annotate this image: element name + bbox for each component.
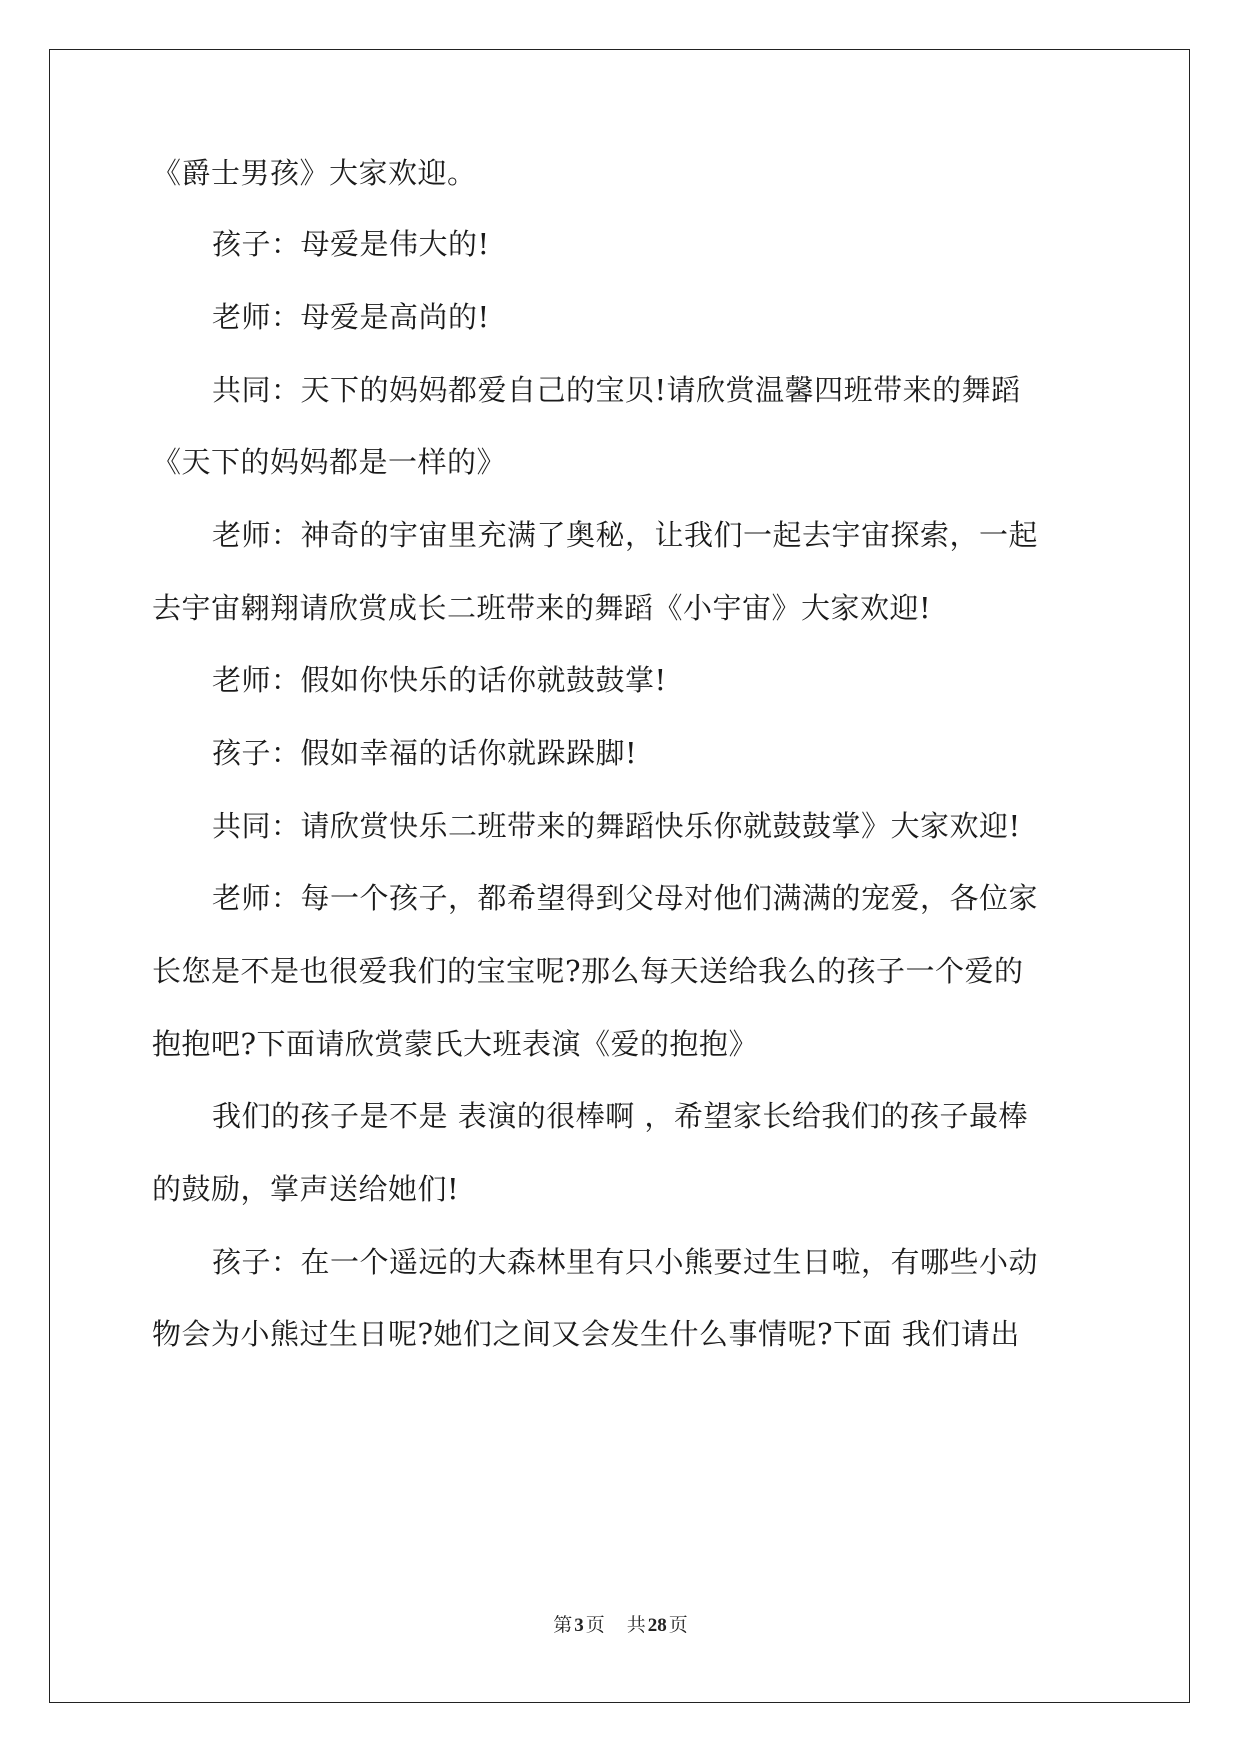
text-line: 物会为小熊过生日呢?她们之间又会发生什么事情呢?下面 我们请出 (152, 1317, 1020, 1351)
page-suffix: 页 (585, 1615, 605, 1636)
text-line: 孩子：母爱是伟大的! (212, 227, 490, 261)
text-line: 抱抱吧?下面请欣赏蒙氏大班表演《爱的抱抱》 (152, 1027, 759, 1061)
text-line: 共同：请欣赏快乐二班带来的舞蹈快乐你就鼓鼓掌》大家欢迎! (212, 809, 1021, 843)
total-suffix: 页 (668, 1615, 688, 1636)
text-line: 老师：母爱是高尚的! (212, 300, 490, 334)
text-line: 的鼓励，掌声送给她们! (152, 1172, 460, 1206)
text-line: 老师：假如你快乐的话你就鼓鼓掌! (212, 663, 667, 697)
text-line: 《天下的妈妈都是一样的》 (152, 445, 507, 479)
text-line: 《爵士男孩》大家欢迎。 (152, 156, 477, 190)
text-line: 去宇宙翱翔请欣赏成长二班带来的舞蹈《小宇宙》大家欢迎! (152, 591, 932, 625)
total-prefix: 共 (626, 1615, 646, 1636)
text-line: 孩子：假如幸福的话你就跺跺脚! (212, 736, 638, 770)
text-line: 老师：每一个孩子，都希望得到父母对他们满满的宠爱，各位家 (212, 881, 1039, 915)
page-prefix: 第 (553, 1615, 573, 1636)
page-footer (0, 1610, 1241, 1637)
text-line: 共同：天下的妈妈都爱自己的宝贝!请欣赏温馨四班带来的舞蹈 (212, 373, 1021, 407)
text-line: 长您是不是也很爱我们的宝宝呢?那么每天送给我么的孩子一个爱的 (152, 954, 1024, 988)
page-number: 3 (574, 1615, 584, 1636)
text-line: 我们的孩子是不是 表演的很棒啊 ，希望家长给我们的孩子最棒 (212, 1099, 1028, 1133)
text-line: 老师：神奇的宇宙里充满了奥秘，让我们一起去宇宙探索，一起 (212, 518, 1039, 552)
total-pages: 28 (647, 1615, 667, 1636)
text-line: 孩子：在一个遥远的大森林里有只小熊要过生日啦，有哪些小动 (212, 1245, 1039, 1279)
